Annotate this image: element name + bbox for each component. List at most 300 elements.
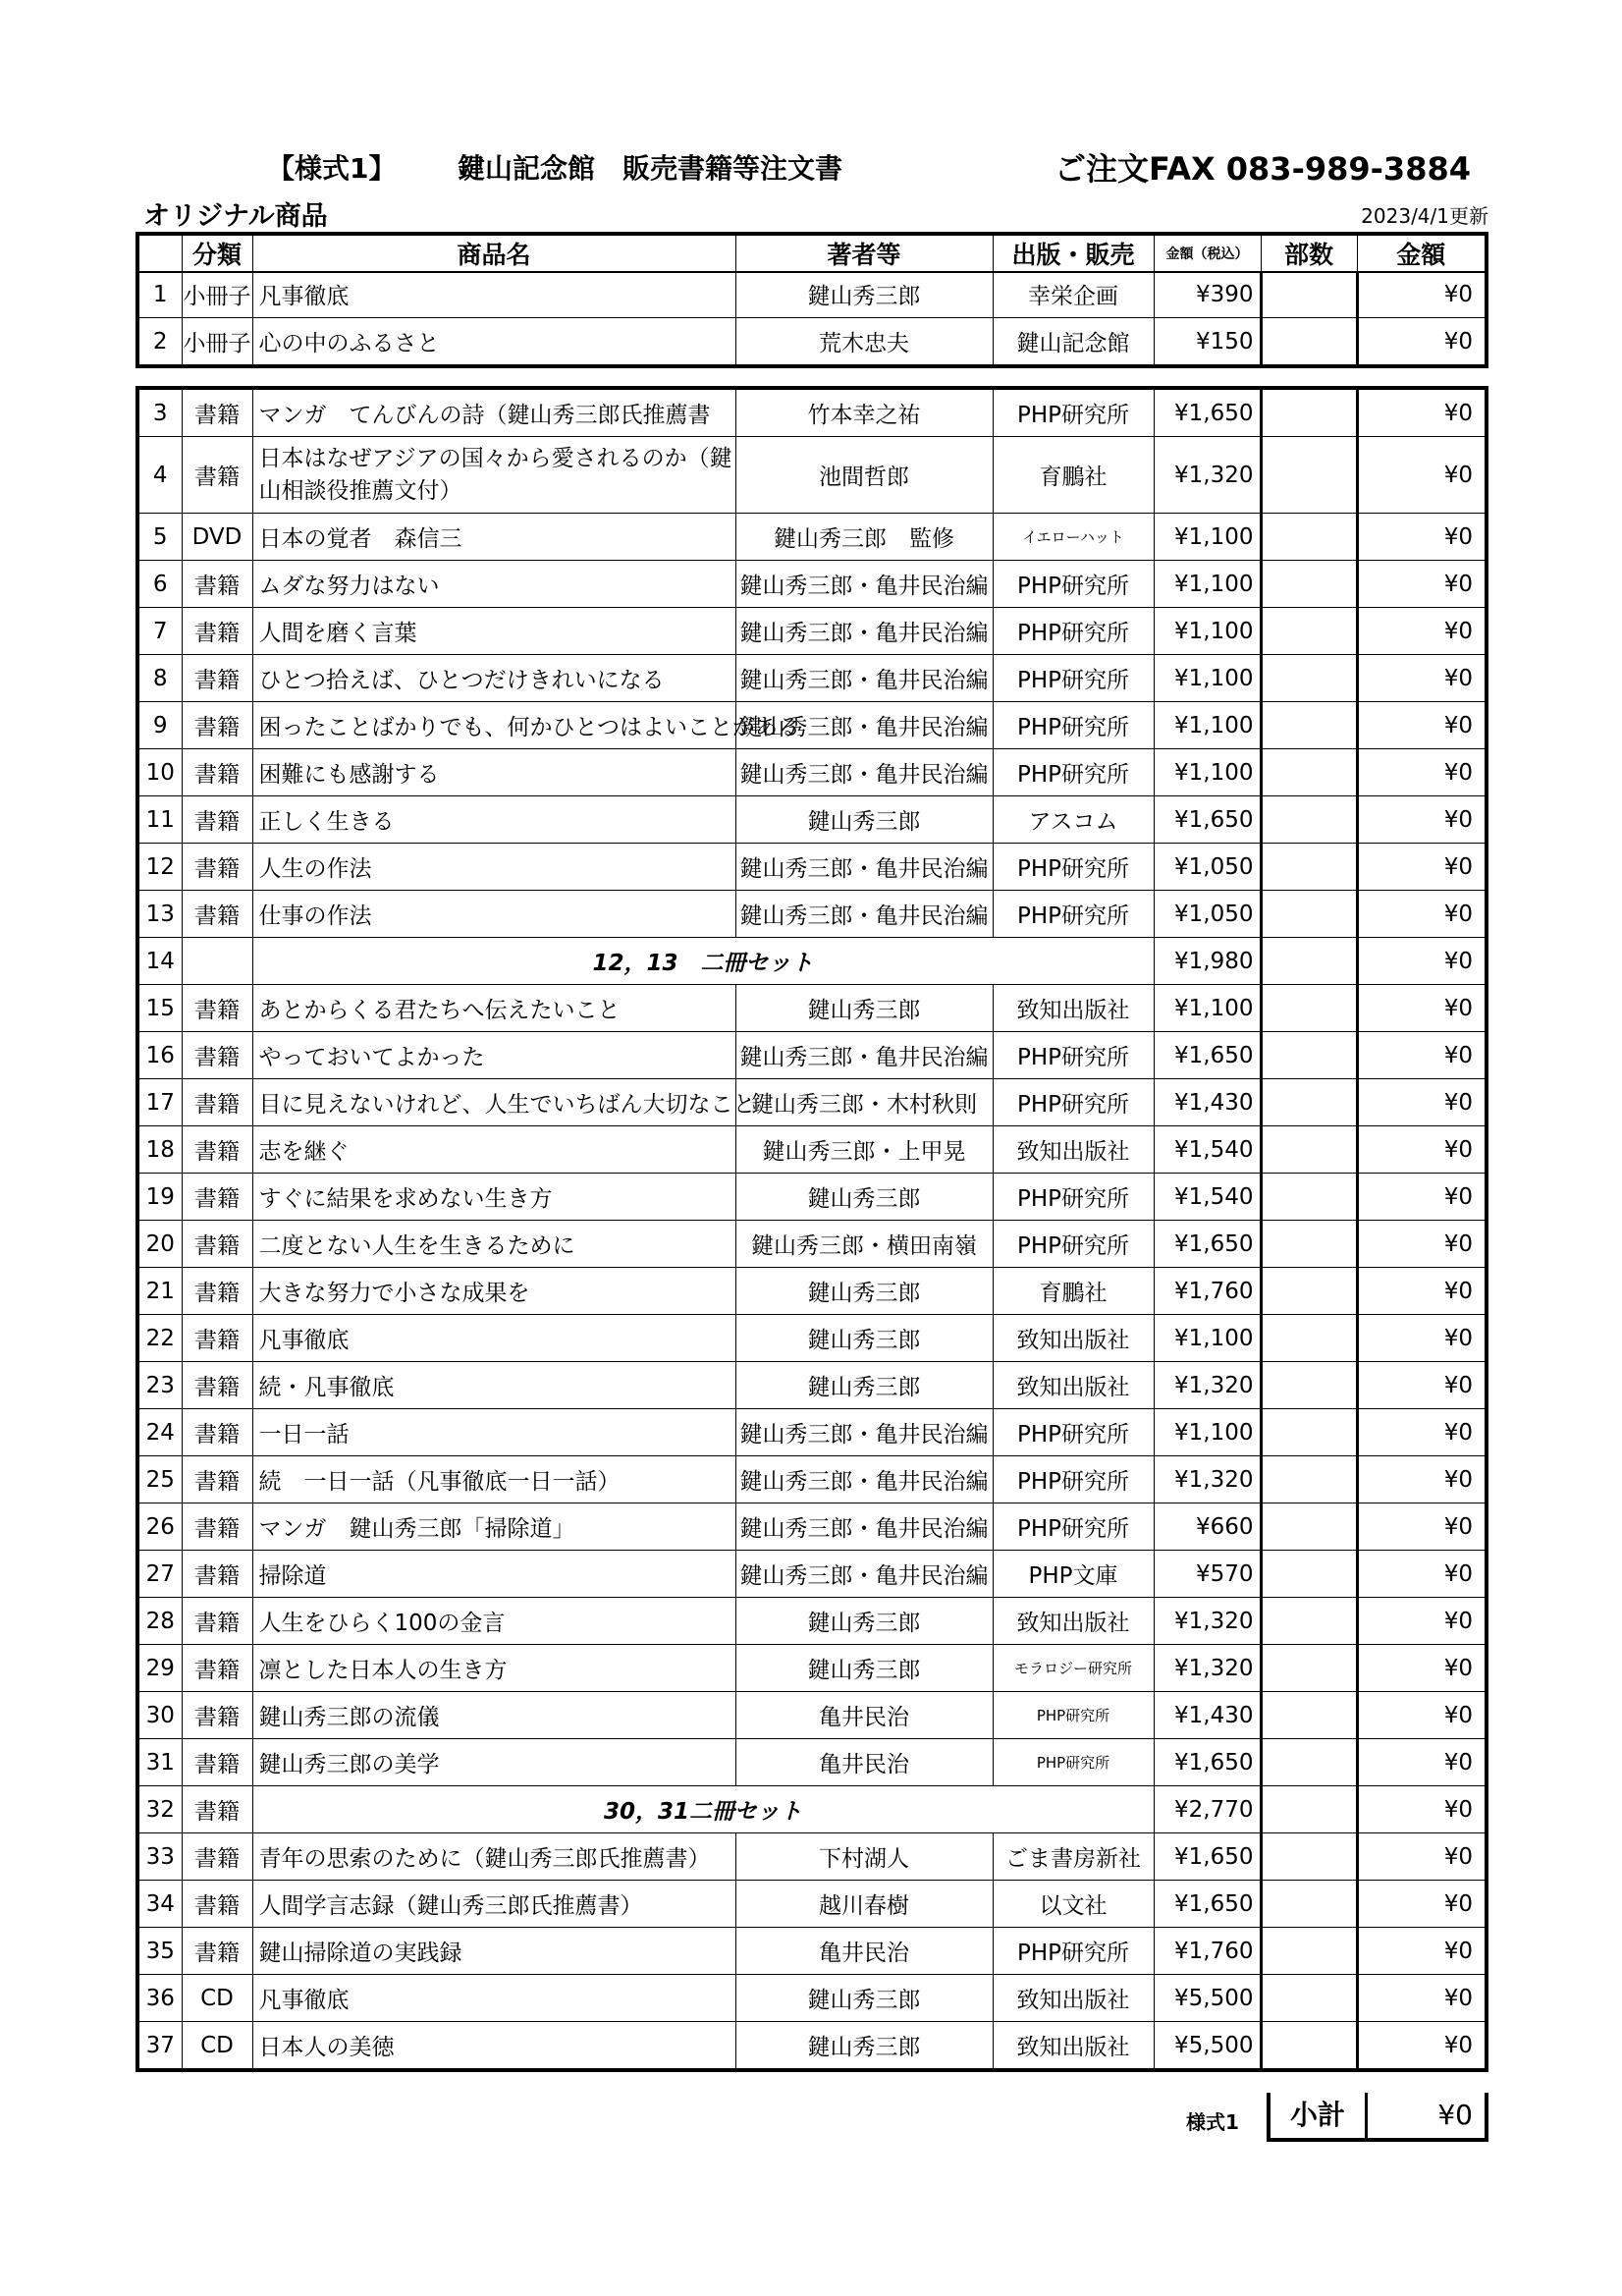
row-category: 書籍 [182, 1551, 252, 1598]
row-publisher: 致知出版社 [993, 1598, 1154, 1645]
row-price: ¥1,650 [1154, 1833, 1261, 1881]
row-amount: ¥0 [1357, 1833, 1487, 1881]
row-number: 33 [137, 1833, 182, 1881]
row-author: 鍵山秀三郎 監修 [735, 514, 993, 561]
row-author: 池間哲郎 [735, 437, 993, 514]
row-title: 鍵山掃除道の実践録 [252, 1928, 735, 1975]
row-title: 凡事徹底 [252, 271, 735, 318]
row-author: 鍵山秀三郎・亀井民治編 [735, 702, 993, 749]
table-row [137, 514, 1487, 561]
row-price: ¥1,050 [1154, 844, 1261, 891]
row-author: 鍵山秀三郎 [735, 2022, 993, 2071]
row-price: ¥1,650 [1154, 796, 1261, 844]
row-category: 書籍 [182, 1362, 252, 1409]
table-row [137, 2022, 1487, 2071]
table-row [137, 1598, 1487, 1645]
row-price: ¥1,050 [1154, 891, 1261, 938]
row-author: 鍵山秀三郎 [735, 985, 993, 1032]
row-publisher: PHP文庫 [993, 1551, 1154, 1598]
row-title: ムダな努力はない [252, 561, 735, 608]
row-number: 22 [137, 1315, 182, 1362]
col-header-title: 商品名 [252, 234, 735, 272]
row-author: 鍵山秀三郎 [735, 1315, 993, 1362]
quantity-input-cell[interactable] [1261, 1503, 1357, 1551]
row-amount: ¥0 [1357, 891, 1487, 938]
table-row [137, 1833, 1487, 1881]
row-category: 書籍 [182, 1503, 252, 1551]
quantity-input-cell[interactable] [1261, 702, 1357, 749]
row-publisher: 致知出版社 [993, 1315, 1154, 1362]
table-row [137, 271, 1487, 318]
booklet-table [135, 271, 1488, 368]
row-publisher: PHP研究所 [993, 1456, 1154, 1503]
row-publisher: 育鵬社 [993, 437, 1154, 514]
table-row [137, 1881, 1487, 1928]
table-row [137, 796, 1487, 844]
row-amount: ¥0 [1357, 271, 1487, 318]
row-title: 志を継ぐ [252, 1126, 735, 1174]
row-amount: ¥0 [1357, 1928, 1487, 1975]
row-title: 日本はなぜアジアの国々から愛されるのか（鍵山相談役推薦文付） [252, 437, 735, 514]
table-row [137, 1409, 1487, 1456]
quantity-input-cell[interactable] [1261, 655, 1357, 702]
row-category: 書籍 [182, 796, 252, 844]
row-publisher: PHP研究所 [993, 749, 1154, 796]
quantity-input-cell[interactable] [1261, 1928, 1357, 1975]
row-category: 書籍 [182, 1032, 252, 1079]
row-author: 越川春樹 [735, 1881, 993, 1928]
row-author: 鍵山秀三郎 [735, 271, 993, 318]
row-category: 書籍 [182, 1174, 252, 1221]
row-category: 書籍 [182, 1786, 252, 1833]
row-price: ¥2,770 [1154, 1786, 1261, 1833]
quantity-input-cell[interactable] [1261, 437, 1357, 514]
row-publisher: アスコム [993, 796, 1154, 844]
row-price: ¥1,100 [1154, 1409, 1261, 1456]
row-title: 心の中のふるさと [252, 318, 735, 367]
row-category: CD [182, 1975, 252, 2022]
row-number: 15 [137, 985, 182, 1032]
quantity-input-cell[interactable] [1261, 1032, 1357, 1079]
row-publisher: PHP研究所 [993, 891, 1154, 938]
table-row [137, 1551, 1487, 1598]
subtotal-box [1267, 2093, 1488, 2142]
row-title: あとからくる君たちへ伝えたいこと [252, 985, 735, 1032]
row-title: 人間学言志録（鍵山秀三郎氏推薦書） [252, 1881, 735, 1928]
quantity-input-cell[interactable] [1261, 1739, 1357, 1786]
quantity-input-cell[interactable] [1261, 608, 1357, 655]
row-number: 16 [137, 1032, 182, 1079]
row-amount: ¥0 [1357, 2022, 1487, 2071]
col-header-publisher: 出版・販売 [993, 234, 1154, 272]
row-author: 竹本幸之祐 [735, 388, 993, 437]
row-price: ¥1,760 [1154, 1928, 1261, 1975]
subtotal-label: 小計 [1271, 2093, 1368, 2138]
row-author: 鍵山秀三郎・亀井民治編 [735, 749, 993, 796]
row-number: 28 [137, 1598, 182, 1645]
row-amount: ¥0 [1357, 1032, 1487, 1079]
table-row [137, 1362, 1487, 1409]
row-publisher: 致知出版社 [993, 2022, 1154, 2071]
row-title: マンガ 鍵山秀三郎「掃除道」 [252, 1503, 735, 1551]
row-price: ¥390 [1154, 271, 1261, 318]
row-number: 17 [137, 1079, 182, 1126]
updated-date: 2023/4/1更新 [1361, 204, 1488, 228]
row-publisher: 致知出版社 [993, 1362, 1154, 1409]
row-author: 鍵山秀三郎・亀井民治編 [735, 1456, 993, 1503]
quantity-input-cell[interactable] [1261, 1079, 1357, 1126]
row-amount: ¥0 [1357, 1126, 1487, 1174]
row-publisher: PHP研究所 [993, 1079, 1154, 1126]
table-row [137, 1786, 1487, 1833]
row-amount: ¥0 [1357, 1786, 1487, 1833]
row-amount: ¥0 [1357, 1315, 1487, 1362]
quantity-input-cell[interactable] [1261, 985, 1357, 1032]
row-category [182, 938, 252, 985]
table-row [137, 561, 1487, 608]
row-publisher: PHP研究所 [993, 1221, 1154, 1268]
quantity-input-cell[interactable] [1261, 561, 1357, 608]
row-price: ¥1,760 [1154, 1268, 1261, 1315]
quantity-input-cell[interactable] [1261, 1833, 1357, 1881]
table-row [137, 318, 1487, 367]
table-row [137, 1221, 1487, 1268]
row-author: 鍵山秀三郎・亀井民治編 [735, 1551, 993, 1598]
row-amount: ¥0 [1357, 1692, 1487, 1739]
table-row [137, 1503, 1487, 1551]
row-price: ¥1,430 [1154, 1692, 1261, 1739]
row-amount: ¥0 [1357, 608, 1487, 655]
table-row [137, 1975, 1487, 2022]
row-publisher: PHP研究所 [993, 702, 1154, 749]
table-row [137, 388, 1487, 437]
quantity-input-cell[interactable] [1261, 1221, 1357, 1268]
row-publisher: PHP研究所 [993, 561, 1154, 608]
row-price: ¥570 [1154, 1551, 1261, 1598]
row-category: 書籍 [182, 1221, 252, 1268]
row-category: 書籍 [182, 1928, 252, 1975]
row-amount: ¥0 [1357, 844, 1487, 891]
row-number: 14 [137, 938, 182, 985]
order-fax-number: ご注文FAX 083-989-3884 [1054, 150, 1471, 188]
table-row [137, 844, 1487, 891]
row-category: 書籍 [182, 1645, 252, 1692]
col-header-amount: 金額 [1357, 234, 1487, 272]
row-title: 二度とない人生を生きるために [252, 1221, 735, 1268]
col-header-qty: 部数 [1261, 234, 1357, 272]
quantity-input-cell[interactable] [1261, 514, 1357, 561]
row-category: 書籍 [182, 1881, 252, 1928]
row-title: 人生の作法 [252, 844, 735, 891]
row-author: 鍵山秀三郎・亀井民治編 [735, 608, 993, 655]
row-amount: ¥0 [1357, 561, 1487, 608]
table-row [137, 1928, 1487, 1975]
row-category: 書籍 [182, 1833, 252, 1881]
row-price: ¥1,100 [1154, 749, 1261, 796]
row-publisher: ごま書房新社 [993, 1833, 1154, 1881]
row-amount: ¥0 [1357, 388, 1487, 437]
row-amount: ¥0 [1357, 1739, 1487, 1786]
row-author: 鍵山秀三郎・亀井民治編 [735, 561, 993, 608]
table-row [137, 1456, 1487, 1503]
row-title: やっておいてよかった [252, 1032, 735, 1079]
row-category: 書籍 [182, 1079, 252, 1126]
row-price: ¥1,100 [1154, 514, 1261, 561]
table-row [137, 1174, 1487, 1221]
quantity-input-cell[interactable] [1261, 271, 1357, 318]
row-price: ¥660 [1154, 1503, 1261, 1551]
row-publisher: モラロジー研究所 [993, 1645, 1154, 1692]
row-publisher: PHP研究所 [993, 1409, 1154, 1456]
row-publisher: PHP研究所 [993, 1928, 1154, 1975]
quantity-input-cell[interactable] [1261, 844, 1357, 891]
quantity-input-cell[interactable] [1261, 1362, 1357, 1409]
quantity-input-cell[interactable] [1261, 388, 1357, 437]
row-category: 書籍 [182, 1315, 252, 1362]
subtotal-value: ¥0 [1437, 2099, 1473, 2131]
row-publisher: PHP研究所 [993, 844, 1154, 891]
row-amount: ¥0 [1357, 796, 1487, 844]
row-number: 35 [137, 1928, 182, 1975]
quantity-input-cell[interactable] [1261, 1975, 1357, 2022]
row-category: 書籍 [182, 891, 252, 938]
table-row [137, 608, 1487, 655]
row-amount: ¥0 [1357, 1221, 1487, 1268]
row-title: 大きな努力で小さな成果を [252, 1268, 735, 1315]
row-amount: ¥0 [1357, 1456, 1487, 1503]
row-price: ¥1,100 [1154, 985, 1261, 1032]
quantity-input-cell[interactable] [1261, 1881, 1357, 1928]
row-title: ひとつ拾えば、ひとつだけきれいになる [252, 655, 735, 702]
row-author: 鍵山秀三郎・亀井民治編 [735, 1503, 993, 1551]
row-category: 書籍 [182, 702, 252, 749]
row-amount: ¥0 [1357, 1975, 1487, 2022]
table-row [137, 437, 1487, 514]
row-price: ¥1,320 [1154, 1362, 1261, 1409]
column-header-table [135, 232, 1488, 273]
row-price: ¥150 [1154, 318, 1261, 367]
set-bundle-label: 12，13 二冊セット [252, 938, 1154, 985]
row-amount: ¥0 [1357, 1503, 1487, 1551]
row-category: 書籍 [182, 1739, 252, 1786]
quantity-input-cell[interactable] [1261, 1786, 1357, 1833]
row-category: 書籍 [182, 1456, 252, 1503]
table-row [137, 1126, 1487, 1174]
row-number: 9 [137, 702, 182, 749]
row-category: 書籍 [182, 749, 252, 796]
row-amount: ¥0 [1357, 938, 1487, 985]
row-category: 書籍 [182, 1268, 252, 1315]
quantity-input-cell[interactable] [1261, 1598, 1357, 1645]
row-author: 鍵山秀三郎・木村秋則 [735, 1079, 993, 1126]
set-bundle-label: 30，31二冊セット [252, 1786, 1154, 1833]
row-amount: ¥0 [1357, 1362, 1487, 1409]
row-title: 鍵山秀三郎の流儀 [252, 1692, 735, 1739]
row-number: 30 [137, 1692, 182, 1739]
row-publisher: PHP研究所 [993, 1032, 1154, 1079]
row-title: マンガ てんびんの詩（鍵山秀三郎氏推薦書 [252, 388, 735, 437]
col-header-author: 著者等 [735, 234, 993, 272]
quantity-input-cell[interactable] [1261, 1456, 1357, 1503]
row-publisher: PHP研究所 [993, 655, 1154, 702]
row-author: 鍵山秀三郎 [735, 1975, 993, 2022]
row-title: 正しく生きる [252, 796, 735, 844]
row-price: ¥1,980 [1154, 938, 1261, 985]
row-price: ¥1,650 [1154, 1881, 1261, 1928]
row-title: 凛とした日本人の生き方 [252, 1645, 735, 1692]
row-number: 37 [145, 2032, 175, 2058]
row-number: 24 [137, 1409, 182, 1456]
quantity-input-cell[interactable] [1261, 891, 1357, 938]
row-author: 亀井民治 [735, 1739, 993, 1786]
row-price: ¥1,100 [1154, 561, 1261, 608]
row-publisher: PHP研究所 [993, 388, 1154, 437]
row-publisher: PHP研究所 [993, 608, 1154, 655]
row-amount: ¥0 [1357, 749, 1487, 796]
row-price: ¥1,100 [1154, 655, 1261, 702]
row-category: 書籍 [182, 608, 252, 655]
row-number: 11 [137, 796, 182, 844]
row-amount: ¥0 [1357, 1409, 1487, 1456]
row-author: 鍵山秀三郎・横田南嶺 [735, 1221, 993, 1268]
row-category: 書籍 [182, 844, 252, 891]
quantity-input-cell[interactable] [1261, 1268, 1357, 1315]
quantity-input-cell[interactable] [1261, 318, 1357, 367]
table-row [137, 749, 1487, 796]
row-author: 亀井民治 [735, 1928, 993, 1975]
row-category: 書籍 [182, 437, 252, 514]
table-row [137, 1032, 1487, 1079]
quantity-input-cell[interactable] [1261, 796, 1357, 844]
row-number: 31 [137, 1739, 182, 1786]
table-row [137, 1315, 1487, 1362]
row-author: 下村湖人 [735, 1833, 993, 1881]
row-author: 鍵山秀三郎・亀井民治編 [735, 891, 993, 938]
table-row [137, 891, 1487, 938]
quantity-input-cell[interactable] [1261, 2022, 1357, 2071]
row-publisher: 以文社 [993, 1881, 1154, 1928]
row-number: 6 [137, 561, 182, 608]
row-publisher: PHP研究所 [993, 1692, 1154, 1739]
table-row [137, 1692, 1487, 1739]
row-number: 19 [137, 1174, 182, 1221]
quantity-input-cell[interactable] [1261, 1315, 1357, 1362]
quantity-input-cell[interactable] [1261, 1692, 1357, 1739]
row-category: 小冊子 [182, 271, 252, 318]
row-publisher: 致知出版社 [993, 1126, 1154, 1174]
row-title: 凡事徹底 [252, 1315, 735, 1362]
row-number: 12 [137, 844, 182, 891]
row-title: 目に見えないけれど、人生でいちばん大切なこと [252, 1079, 735, 1126]
row-amount: ¥0 [1357, 1268, 1487, 1315]
quantity-input-cell[interactable] [1261, 1645, 1357, 1692]
row-amount: ¥0 [1357, 1174, 1487, 1221]
row-title: すぐに結果を求めない生き方 [252, 1174, 735, 1221]
row-category: 書籍 [182, 561, 252, 608]
row-amount: ¥0 [1357, 1551, 1487, 1598]
row-price: ¥1,430 [1154, 1079, 1261, 1126]
row-title: 青年の思索のために（鍵山秀三郎氏推薦書） [252, 1833, 735, 1881]
row-price: ¥1,320 [1154, 1456, 1261, 1503]
row-price: ¥5,500 [1154, 2022, 1261, 2071]
row-number: 5 [137, 514, 182, 561]
row-amount: ¥0 [1357, 437, 1487, 514]
row-amount: ¥0 [1357, 514, 1487, 561]
row-author: 鍵山秀三郎・亀井民治編 [735, 844, 993, 891]
row-title: 困ったことばかりでも、何かひとつはよいことがある [252, 702, 735, 749]
row-publisher: 致知出版社 [993, 985, 1154, 1032]
row-title: 掃除道 [252, 1551, 735, 1598]
col-header-price: 金額（税込） [1154, 234, 1261, 272]
row-number: 25 [137, 1456, 182, 1503]
row-category: 小冊子 [182, 318, 252, 367]
row-number: 18 [137, 1126, 182, 1174]
quantity-input-cell[interactable] [1261, 1126, 1357, 1174]
row-title: 鍵山秀三郎の美学 [252, 1739, 735, 1786]
row-amount: ¥0 [1357, 1598, 1487, 1645]
col-header-no [137, 234, 182, 272]
quantity-input-cell[interactable] [1261, 749, 1357, 796]
row-publisher: イエローハット [993, 514, 1154, 561]
table-row [137, 1079, 1487, 1126]
row-amount: ¥0 [1357, 702, 1487, 749]
row-category: 書籍 [182, 985, 252, 1032]
row-amount: ¥0 [1357, 1645, 1487, 1692]
row-author: 鍵山秀三郎 [735, 1268, 993, 1315]
row-price: ¥1,100 [1154, 608, 1261, 655]
row-title: 凡事徹底 [252, 1975, 735, 2022]
row-amount: ¥0 [1357, 985, 1487, 1032]
table-row [137, 1645, 1487, 1692]
row-number: 13 [137, 891, 182, 938]
row-number: 7 [137, 608, 182, 655]
book-table [135, 386, 1488, 2072]
row-author: 荒木忠夫 [735, 318, 993, 367]
row-author: 鍵山秀三郎・亀井民治編 [735, 1409, 993, 1456]
quantity-input-cell[interactable] [1261, 1551, 1357, 1598]
row-author: 鍵山秀三郎 [735, 1645, 993, 1692]
row-number: 26 [137, 1503, 182, 1551]
row-number: 8 [137, 655, 182, 702]
row-price: ¥1,650 [1154, 388, 1261, 437]
row-category: 書籍 [182, 655, 252, 702]
row-price: ¥1,650 [1154, 1221, 1261, 1268]
row-number: 10 [137, 749, 182, 796]
table-row [137, 938, 1487, 985]
row-number: 29 [137, 1645, 182, 1692]
row-title: 続 一日一話（凡事徹底一日一話） [252, 1456, 735, 1503]
row-publisher: 鍵山記念館 [993, 318, 1154, 367]
quantity-input-cell[interactable] [1261, 1174, 1357, 1221]
row-number: 32 [137, 1786, 182, 1833]
row-title: 日本の覚者 森信三 [252, 514, 735, 561]
row-title: 続・凡事徹底 [252, 1362, 735, 1409]
row-publisher: PHP研究所 [993, 1174, 1154, 1221]
row-number: 23 [137, 1362, 182, 1409]
col-header-category: 分類 [182, 234, 252, 272]
row-title: 人生をひらく100の金言 [252, 1598, 735, 1645]
row-number: 27 [137, 1551, 182, 1598]
quantity-input-cell[interactable] [1261, 938, 1357, 985]
row-publisher: 育鵬社 [993, 1268, 1154, 1315]
row-price: ¥1,540 [1154, 1126, 1261, 1174]
row-title: 困難にも感謝する [252, 749, 735, 796]
row-title: 仕事の作法 [252, 891, 735, 938]
row-category: 書籍 [182, 1126, 252, 1174]
row-price: ¥1,320 [1154, 1645, 1261, 1692]
row-price: ¥1,100 [1154, 702, 1261, 749]
quantity-input-cell[interactable] [1261, 1409, 1357, 1456]
